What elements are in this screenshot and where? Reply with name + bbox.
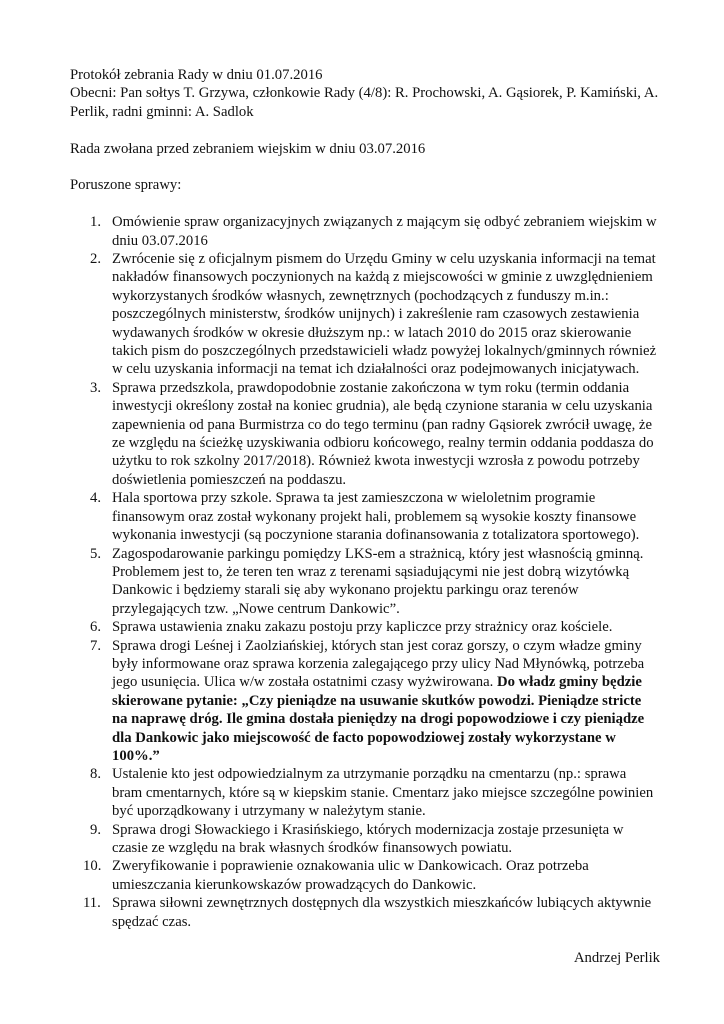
item-number: 5.	[90, 545, 102, 562]
document-page	[70, 66, 660, 968]
issues-heading: Poruszone sprawy:	[70, 177, 182, 194]
list-item	[70, 637, 660, 766]
item-text: Zagospodarowanie parkingu pomiędzy LKS-em a strażnicą, który jest własnością gminną. Problemem jest to, że teren ten wraz z terenami sąsiadującymi nie jest dobrą wizytówką Dankowic i będziemy starali się aby wykonano projektu parkingu oraz terenów przylegających tzw. „Nowe centrum Dankowic”.	[112, 545, 644, 617]
attendance-list: Obecni: Pan sołtys T. Grzywa, członkowie Rady (4/8): R. Prochowski, A. Gąsiorek, P. Kamiński, A. Perlik, radni gminni: A. Sadlok	[70, 85, 659, 120]
item-text: Omówienie spraw organizacyjnych związanych z mającym się odbyć zebraniem wiejskim w dniu 03.07.2016	[112, 214, 657, 249]
item-bold-question: Do władz gminy będzie skierowane pytanie: „Czy pieniądze na usuwanie skutków powodzi. Pieniądze stricte na naprawę dróg. Ile gmina dostała pieniędzy na drogi popowodziowe i czy pieniądze dla Dankowic jako miejscowość de facto popowodziowej zostały wykorzystane w 100%.”	[112, 674, 645, 764]
list-item	[70, 857, 660, 894]
item-number: 11.	[83, 895, 101, 912]
signature: Andrzej Perlik	[573, 950, 660, 967]
item-text: Sprawa ustawienia znaku zakazu postoju przy kapliczce przy strażnicy oraz kościele.	[112, 619, 613, 636]
item-number: 9.	[90, 821, 102, 838]
document-title: Protokół zebrania Rady w dniu 01.07.2016	[70, 67, 323, 83]
item-text: Sprawa drogi Leśnej i Zaolziańskiej, których stan jest coraz gorszy, o czym władze gminy były informowane oraz sprawa korzenia zalegającego przy ulicy Nad Młynówką, potrzeba jego usunięcia. Ulica w/w została ostatnimi czasy wyżwirowana.	[112, 637, 645, 691]
item-number: 8.	[90, 766, 102, 783]
spacer	[70, 158, 660, 176]
item-text: Ustalenie kto jest odpowiedzialnym za utrzymanie porządku na cmentarzu (np.: sprawa bram cmentarnych, które są w kiepskim stanie. Cmentarz jako miejsce szczególne powinien być uporządkowany i utrzymany w należytym stanie.	[112, 766, 654, 820]
list-item	[70, 765, 660, 820]
item-number: 1.	[90, 214, 102, 231]
item-number: 6.	[90, 619, 102, 636]
list-item	[70, 379, 660, 489]
list-item	[70, 489, 660, 544]
convened-note: Rada zwołana przed zebraniem wiejskim w dniu 03.07.2016	[70, 140, 426, 157]
item-number: 3.	[90, 379, 102, 396]
item-number: 2.	[90, 251, 102, 268]
list-item	[70, 618, 660, 636]
list-item	[70, 545, 660, 619]
list-item	[70, 213, 660, 250]
item-text: Sprawa siłowni zewnętrznych dostępnych dla wszystkich mieszkańców lubiących aktywnie spędzać czas.	[112, 895, 652, 930]
spacer	[70, 195, 660, 213]
list-item	[70, 821, 660, 858]
list-item	[70, 894, 660, 931]
spacer	[70, 931, 660, 949]
spacer	[70, 121, 660, 139]
item-number: 4.	[90, 490, 102, 507]
issues-list	[70, 213, 660, 931]
item-text: Sprawa drogi Słowackiego i Krasińskiego, których modernizacja zostaje przesunięta w czasie ze względu na brak własnych środków finansowych powiatu.	[112, 821, 624, 857]
item-number: 10.	[83, 858, 102, 875]
item-number: 7.	[90, 637, 102, 654]
item-text: Zwrócenie się z oficjalnym pismem do Urzędu Gminy w celu uzyskania informacji na temat nakładów finansowych poczynionych na każdą z miejscowości w gminie z uwzględnieniem wykorzystanych środków własnych, zewnętrznych (pochodzących z funduszy m.in.: poszczególnych ministerstw, środków unijnych) i zakreślenie ram czasowych zestawienia wydawanych środków w okresie dłuższym np.: w latach 2010 do 2015 oraz skierowanie takich pism do poszczególnych przedstawicieli władz powyżej lokalnych/gminnych również w celu uzyskania informacji na temat ich działalności oraz podejmowanych inicjatywach.	[112, 251, 657, 378]
item-text: Hala sportowa przy szkole. Sprawa ta jest zamieszczona w wieloletnim programie finansowym oraz został wykonany projekt hali, problemem są wysokie koszty finansowe wykonania inwestycji (są poczynione starania dofinansowania z totalizatora sportowego).	[112, 490, 640, 544]
list-item	[70, 250, 660, 379]
item-text: Zweryfikowanie i poprawienie oznakowania ulic w Dankowicach. Oraz potrzeba umieszczania kierunkowskazów prowadzących do Dankowic.	[112, 858, 589, 893]
item-text: Sprawa przedszkola, prawdopodobnie zostanie zakończona w tym roku (termin oddania inwestycji określony został na koniec grudnia), ale będą czynione starania w celu uzyskania zapewnienia od pana Burmistrza co do tego terminu (pan radny Gąsiorek zwrócił uwagę, że ze względu na ścieżkę uzyskiwania odbioru końcowego, realny termin oddania poddasza do użytku to rok szkolny 2017/2018). Również kwota inwestycji wzrosła z powodu potrzeby doświetlenia pomieszczeń na poddaszu.	[112, 379, 654, 488]
